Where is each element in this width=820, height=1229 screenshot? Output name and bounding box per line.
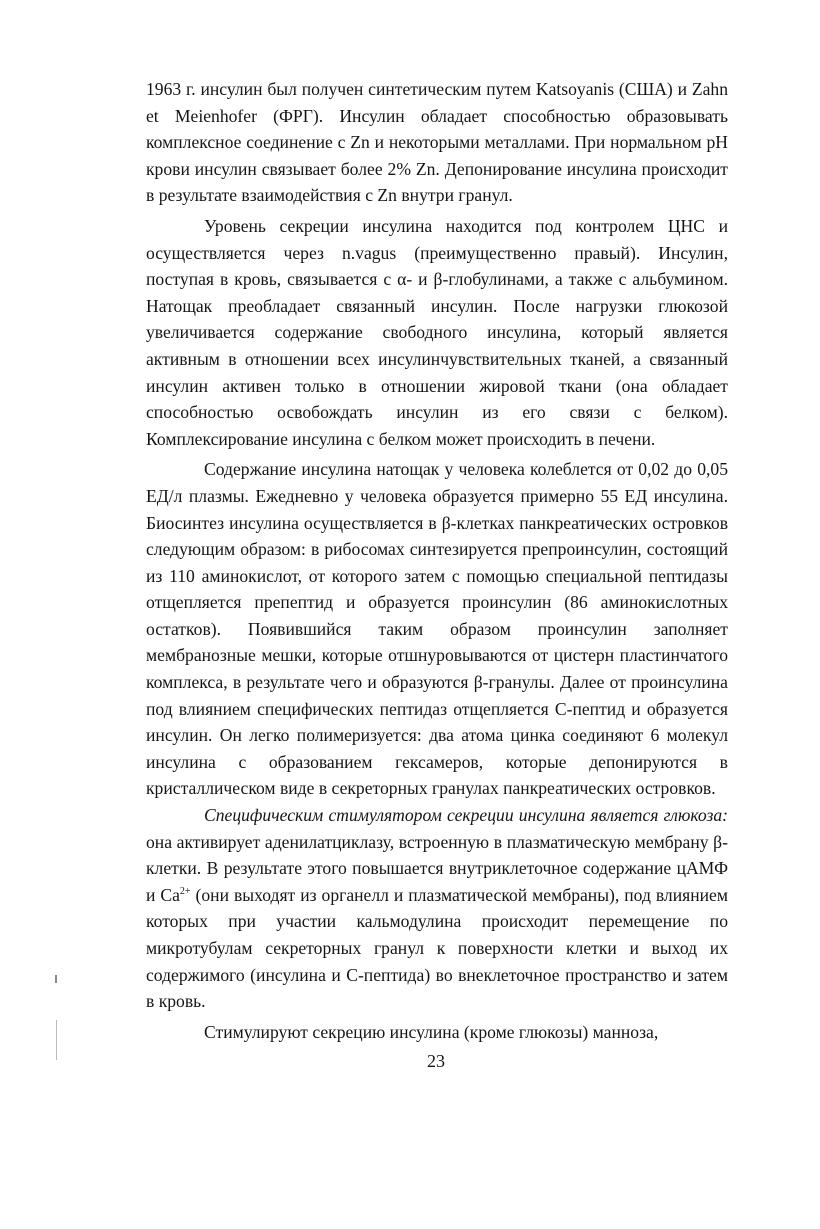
paragraph-1: 1963 г. инсулин был получен синтетическим путем Katsoyanis (США) и Zahn et Meienhofer (ФРГ). Инсулин обладает способностью образовывать комплексное соединение с Zn и некоторыми металлами. При нормальном pH крови инсулин связывает более 2% Zn. Депонирование инсулина происходит в результате взаимодействия с Zn внутри гранул. <box>146 79 728 206</box>
calcium-charge-superscript: 2+ <box>179 885 191 897</box>
paragraph-3: Содержание инсулина натощак у человека колеблется от 0,02 до 0,05 ЕД/л плазмы. Ежедневно у человека образуется примерно 55 ЕД инсулина. Биосинтез инсулина осуществляется в β-клетках панкреатических островков следующим образом: в рибосомах синтезируется препроинсулин, состоящий из 110 аминокислот, от которого затем с помощью специальной пептидазы отщепляется препептид и образуется проинсулин (86 аминокислотных остатков). Появившийся таким образом проинсулин заполняет мембранозные мешки, которые отшнуровываются от цистерн пластинчатого комплекса, в результате чего и образуются β-гранулы. Далее от проинсулина под влиянием специфических пептидаз отщепляется С-пептид и образуется инсулин. Он легко полимеризуется: два атома цинка соединяют 6 молекул инсулина с образованием гексамеров, которые депонируются в кристаллическом виде в секреторных гранулах панкреатических островков. <box>146 459 728 799</box>
paragraph-2: Уровень секреции инсулина находится под контролем ЦНС и осуществляется через n.vagus (преимущественно правый). Инсулин, поступая в кровь, связывается с α- и β-глобулинами, а также с альбумином. Натощак преобладает связанный инсулин. После нагрузки глюкозой увеличивается содержание свободного инсулина, который является активным в отношении всех инсулинчувствительных тканей, а связанный инсулин активен только в отношении жировой ткани (она обладает способностью освобождать инсулин из его связи с белком). Комплексирование инсулина с белком может происходить в печени. <box>146 215 728 449</box>
paragraph-4 <box>146 802 728 1015</box>
paragraph-5: Стимулируют секрецию инсулина (кроме глюкозы) манноза, <box>204 1021 659 1042</box>
page-number: 23 <box>427 1051 445 1071</box>
paragraph-4-text-b: (они выходят из органелл и плазматической мембраны), под влиянием которых при участии кальмодулина происходит перемещение по микротубулам секреторных гранул к поверхности клетки и выход их содержимого (инсулина и С-пептида) во внеклеточное пространство и затем в кровь. <box>146 884 728 1012</box>
page-body <box>146 76 728 1045</box>
paragraph-4-italic-lead: Специфическим стимулятором секреции инсулина является глюкоза: <box>204 805 728 826</box>
scan-mark <box>56 1020 57 1060</box>
paragraph-4-text-a: она активирует аденилатциклазу, встроенную в плазматическую мембрану β-клетки. В результате этого повышается внутриклеточное содержание цАМФ и Ca <box>146 831 728 905</box>
scan-mark <box>55 975 57 983</box>
